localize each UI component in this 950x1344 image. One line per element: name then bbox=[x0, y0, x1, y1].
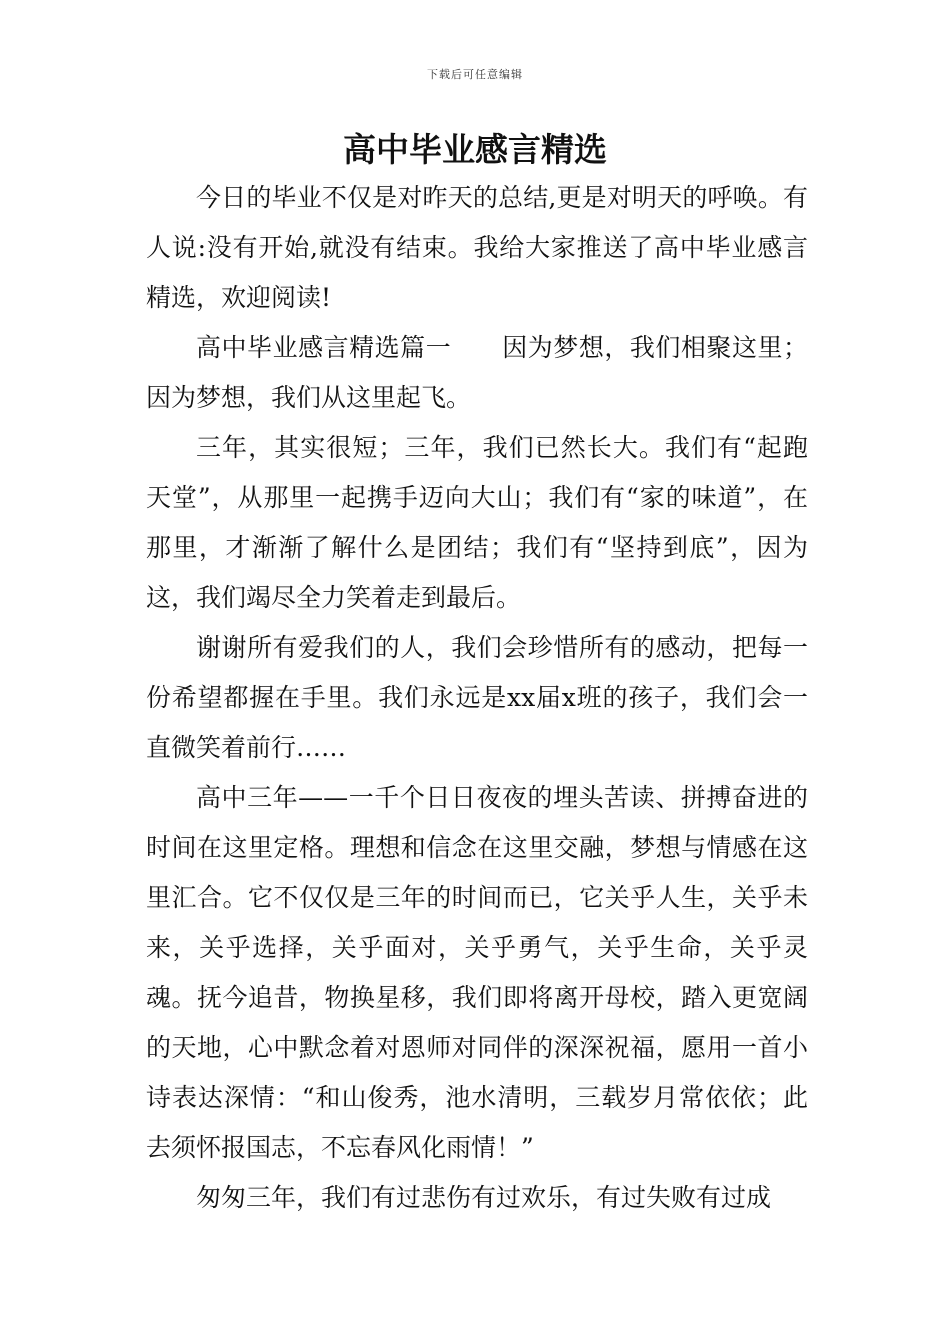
paragraph-three-years: 三年，其实很短；三年，我们已然长大。我们有“起跑天堂”，从那里一起携手迈向大山；我们有“家的味道”，在那里，才渐渐了解什么是团结；我们有“坚持到底”，因为这，我们竭尽全力笑着走到最后。 bbox=[146, 433, 808, 612]
paragraph-high-school: 高中三年——一千个日日夜夜的埋头苦读、拼搏奋进的时间在这里定格。理想和信念在这里交融，梦想与情感在这里汇合。它不仅仅是三年的时间而已，它关乎人生，关乎未来，关乎选择，关乎面对，关乎勇气，关乎生命，关乎灵魂。抚今追昔，物换星移，我们即将离开母校，踏入更宽阔的天地，心中默念着对恩师对同伴的深深祝福，愿用一首小诗表达深情：“和山俊秀，池水清明，三载岁月常依依；此去须怀报国志，不忘春风化雨情！” bbox=[146, 783, 808, 1162]
document-body bbox=[146, 173, 808, 1223]
page-header-note: 下载后可任意编辑 bbox=[427, 68, 523, 81]
paragraph-hurried: 匆匆三年，我们有过悲伤有过欢乐，有过失败有过成 bbox=[196, 1183, 772, 1212]
paragraph-intro: 今日的毕业不仅是对昨天的总结,更是对明天的呼唤。有人说:没有开始,就没有结束。我给大家推送了高中毕业感言精选，欢迎阅读! bbox=[146, 183, 808, 312]
paragraph-section-one: 高中毕业感言精选篇一 因为梦想，我们相聚这里；因为梦想，我们从这里起飞。 bbox=[146, 333, 808, 412]
paragraph-thanks: 谢谢所有爱我们的人，我们会珍惜所有的感动，把每一份希望都握在手里。我们永远是xx届x班的孩子，我们会一直微笑着前行…… bbox=[146, 633, 808, 762]
document-title: 高中毕业感言精选 bbox=[343, 130, 607, 169]
